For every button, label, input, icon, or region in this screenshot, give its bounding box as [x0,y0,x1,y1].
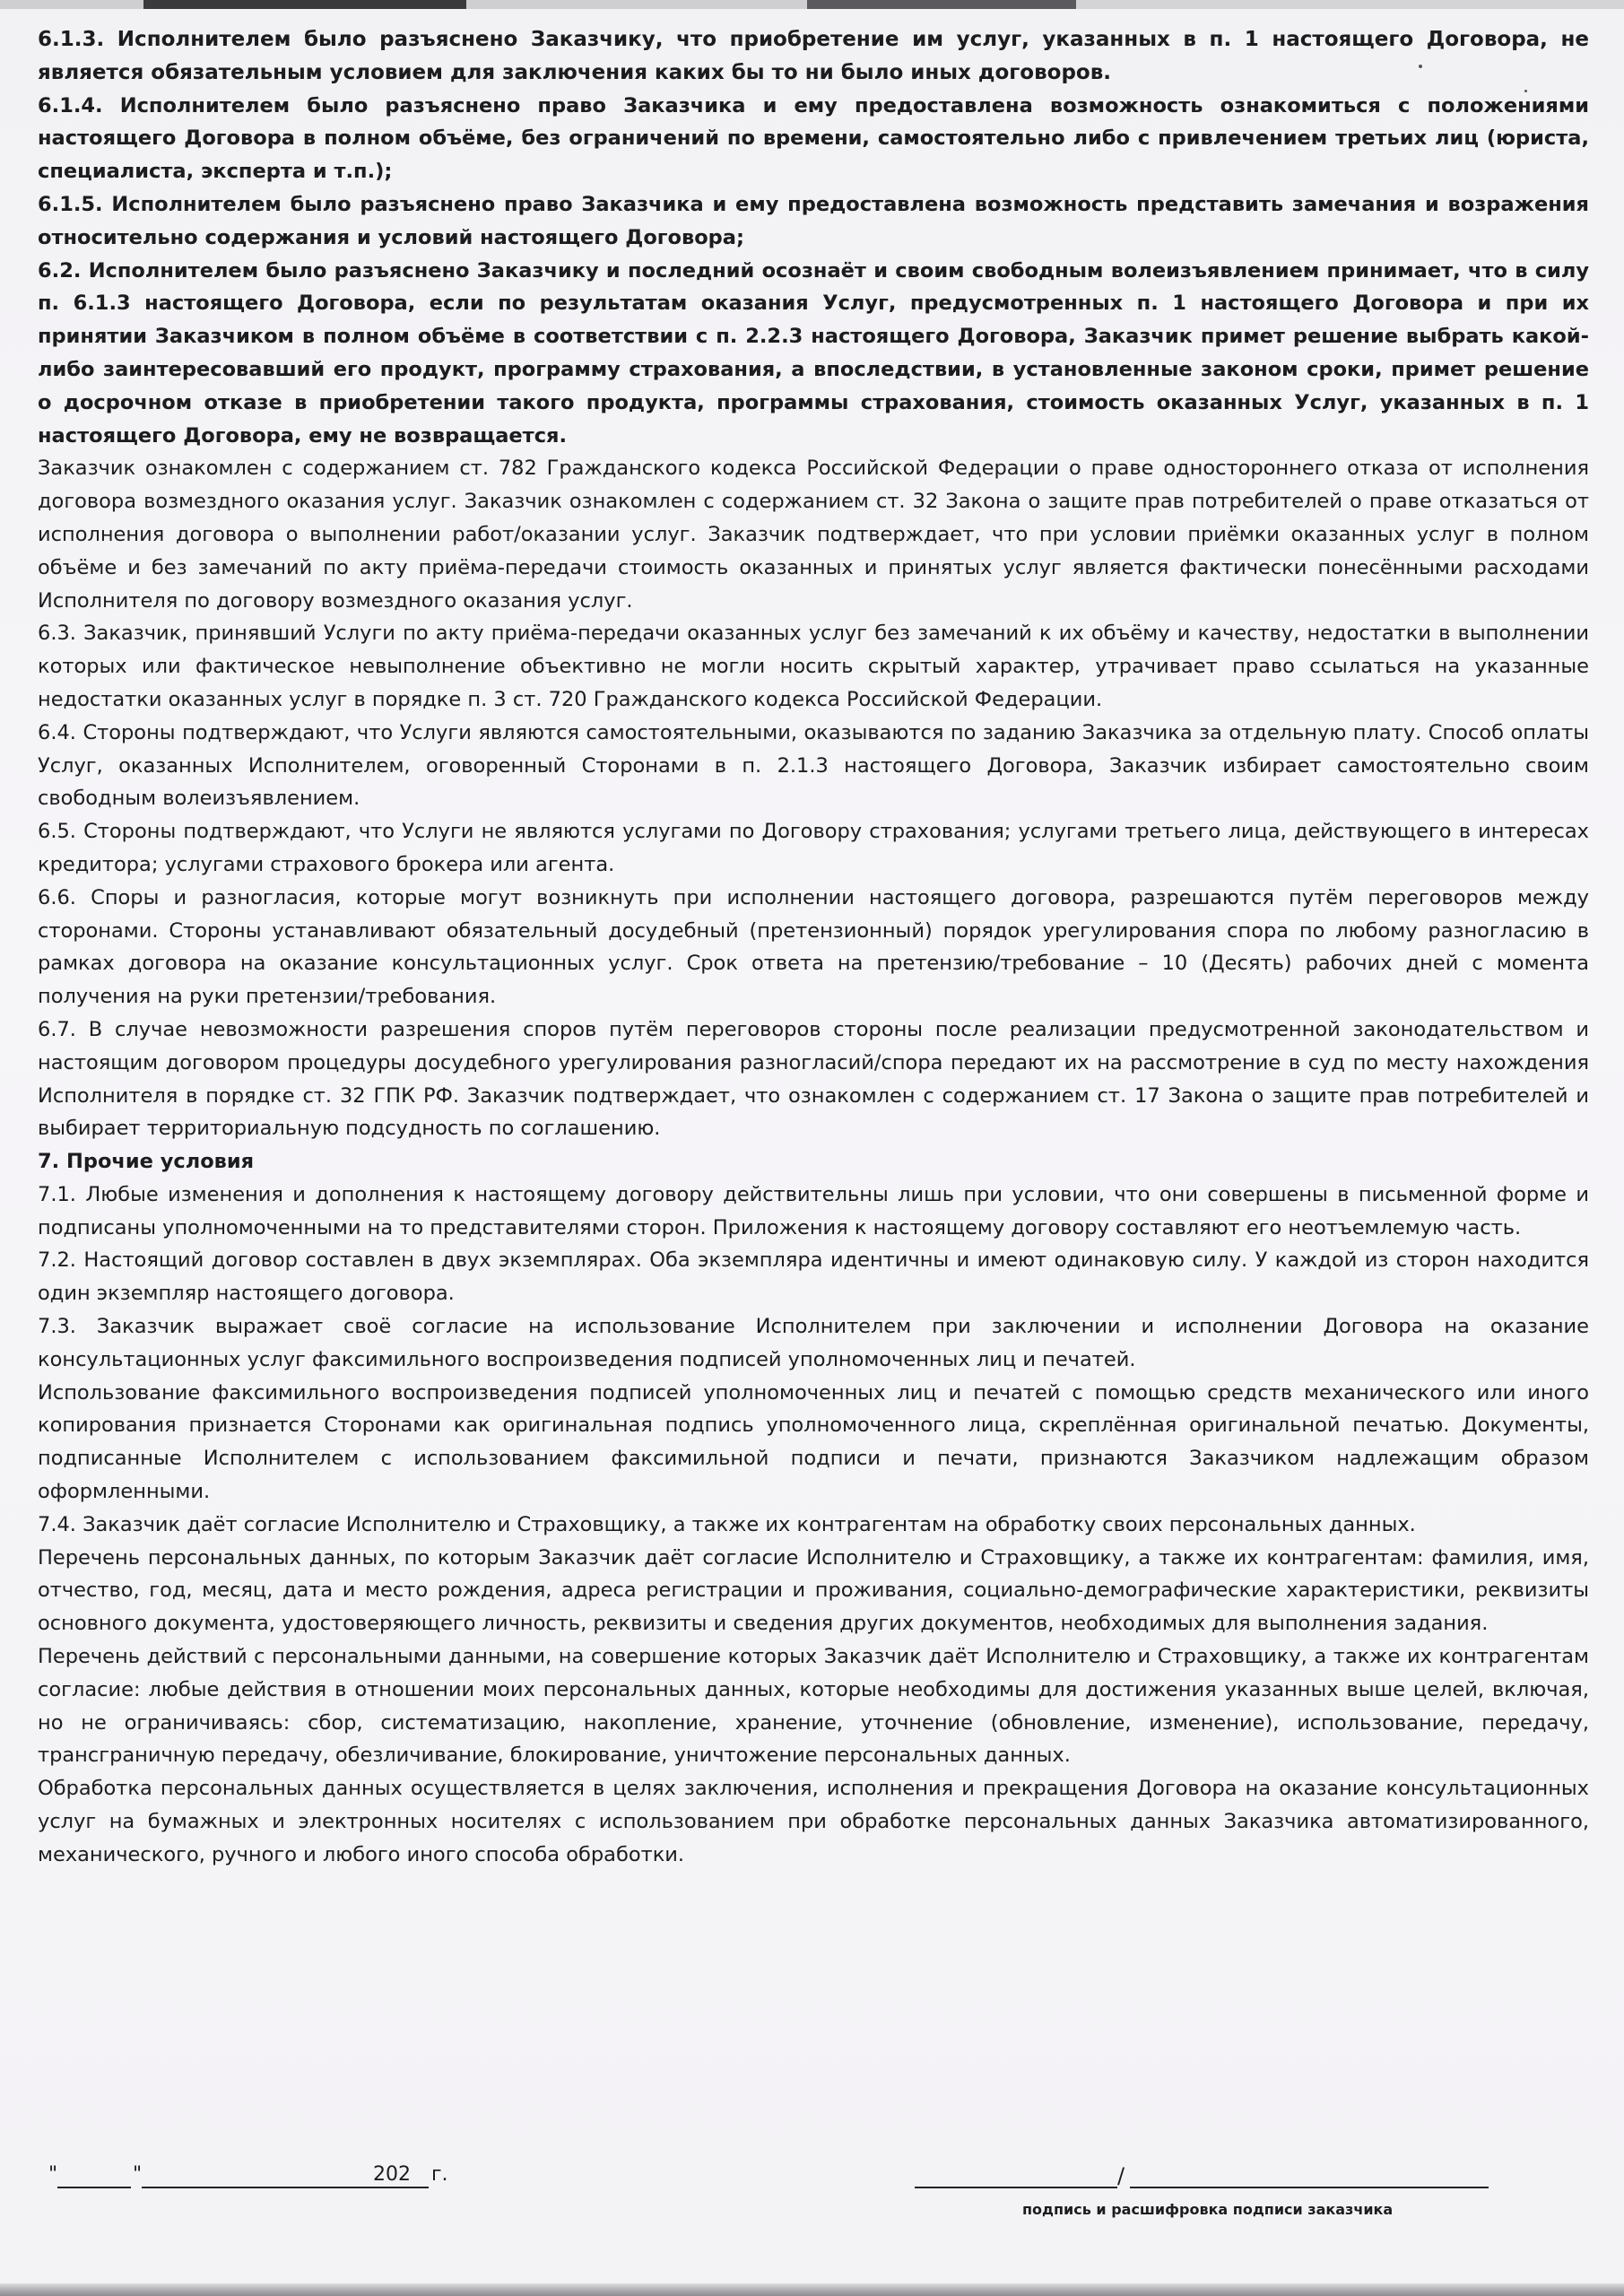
date-line [48,2161,461,2192]
contract-clause: 6.7. В случае невозможности разрешения споров путём переговоров стороны после реализации предусмотренной законодательством и настоящим договором процедуры досудебного урегулирования разногласий/спора передают их на рассмотрение в суд по месту нахождения Исполнителя в порядке ст. 32 ГПК РФ. Заказчик подтверждает, что ознакомлен с содержанием ст. 17 Закона о защите прав потребителей и выбирает территориальную подсудность по соглашению. [38,1017,1589,1141]
signature-blank[interactable] [915,2163,1117,2188]
contract-clause: 7.2. Настоящий договор составлен в двух экземплярах. Оба экземпляра идентичны и имеют одинаковую силу. У каждой из сторон находится один экземпляр настоящего договора. [38,1248,1589,1306]
contract-clause-bold: 6.2. Исполнителем было разъяснено Заказчику и последний осознаёт и своим свободным волеизъявлением принимает, что в силу п. 6.1.3 настоящего Договора, если по результатам оказания Услуг, предусмотренных п. 1 настоящего Договора и при их принятии Заказчиком в полном объёме в соответствии с п. 2.2.3 настоящего Договора, Заказчик примет решение выбрать какой-либо заинтересовавший его продукт, программу страхования, а впоследствии, в установленные законом сроки, примет решение о досрочном отказе в приобретении такого продукта, программы страхования, стоимость оказанных Услуг, указанных в п. 1 настоящего Договора, ему не возвращается. [38,258,1589,448]
signature-slash: / [1117,2163,1125,2188]
date-day-blank[interactable] [57,2161,131,2188]
date-quote-close: " [133,2163,143,2186]
contract-clause: 6.4. Стороны подтверждают, что Услуги являются самостоятельными, оказываются по заданию Заказчика за отдельную плату. Способ оплаты Услуг, оказанных Исполнителем, оговоренный Сторонами в п. 2.1.3 настоящего Договора, Заказчик избирает самостоятельно своим свободным волеизъявлением. [38,720,1589,811]
contract-clause: 7.4. Заказчик даёт согласие Исполнителю и Страховщику, а также их контрагентам на обработку своих персональных данных. [38,1512,1416,1536]
scan-top-edge [0,0,1624,9]
contract-clause-bold: 7. Прочие условия [38,1150,255,1174]
contract-text [38,23,1589,1872]
signature-block [915,2163,1489,2217]
scan-speck [1419,65,1422,68]
date-quote-open: " [48,2163,58,2186]
signature-caption: подпись и расшифровка подписи заказчика [1022,2201,1394,2218]
contract-clause: 6.5. Стороны подтверждают, что Услуги не являются услугами по Договору страхования; услугами третьего лица, действующего в интересах кредитора; услугами страхового брокера или агента. [38,820,1589,876]
contract-clause-bold: 6.1.4. Исполнителем было разъяснено право Заказчика и ему предоставлена возможность ознакомиться с положениями настоящего Договора в полном объёме, без ограничений по времени, самостоятельно либо с привлечением третьих лиц (юриста, специалиста, эксперта и т.п.); [38,93,1589,184]
contract-clause: Обработка персональных данных осуществляется в целях заключения, исполнения и прекращения Договора на оказание консультационных услуг на бумажных и электронных носителях с использованием при обработке персональных данных Заказчика автоматизированного, механического, ручного и любого иного способа обработки. [38,1777,1589,1866]
contract-clause: Заказчик ознакомлен с содержанием ст. 782 Гражданского кодекса Российской Федерации о праве одностороннего отказа от исполнения договора возмездного оказания услуг. Заказчик ознакомлен с содержанием ст. 32 Закона о защите прав потребителей о праве отказаться от исполнения договора о выполнении работ/оказании услуг. Заказчик подтверждает, что при условии приёмки оказанных услуг в полном объёме и без замечаний по акту приёма-передачи стоимость оказанных и принятых услуг является фактически понесёнными расходами Исполнителя по договору возмездного оказания услуг. [38,457,1589,613]
date-year-prefix: 202 [373,2163,411,2186]
scan-bottom-edge [0,2283,1624,2296]
contract-clause-bold: 6.1.3. Исполнителем было разъяснено Заказчику, что приобретение им услуг, указанных в п. 1 настоящего Договора, не является обязательным условием для заключения каких бы то ни было иных договоров. [38,28,1589,84]
date-year-suffix: г. [431,2163,448,2186]
contract-clause: 7.1. Любые изменения и дополнения к настоящему договору действительны лишь при условии, что они совершены в письменной форме и подписаны уполномоченными на то представителями сторон. Приложения к настоящему договору составляют его неотъемлемую часть. [38,1182,1589,1239]
contract-clause: Перечень действий с персональными данными, на совершение которых Заказчик даёт Исполнителю и Страховщику, а также их контрагентам согласие: любые действия в отношении моих персональных данных, которые необходимы для достижения указанных выше целей, включая, но не ограничиваясь: сбор, систематизацию, накопление, хранение, уточнение (обновление, изменение), использование, передачу, трансграничную передачу, обезличивание, блокирование, уничтожение персональных данных. [38,1645,1589,1768]
contract-clause: 7.3. Заказчик выражает своё согласие на использование Исполнителем при заключении и исполнении Договора на оказание консультационных услуг факсимильного воспроизведения подписей уполномоченных лиц и печатей. [38,1315,1589,1371]
scan-speck [1524,90,1527,92]
contract-clause: 6.6. Споры и разногласия, которые могут возникнуть при исполнении настоящего договора, разрешаются путём переговоров между сторонами. Стороны устанавливают обязательный досудебный (претензионный) порядок урегулирования спора по любому разногласию в рамках договора на оказание консультационных услуг. Срок ответа на претензию/требование – 10 (Десять) рабочих дней с момента получения на руки претензии/требования. [38,885,1589,1009]
contract-clause: 6.3. Заказчик, принявший Услуги по акту приёма-передачи оказанных услуг без замечаний к их объёму и качеству, недостатки в выполнении которых или фактическое невыполнение объективно не могли носить скрытый характер, утрачивает право ссылаться на указанные недостатки оказанных услуг в порядке п. 3 ст. 720 Гражданского кодекса Российской Федерации. [38,622,1589,711]
signature-name-blank[interactable] [1130,2163,1489,2188]
contract-clause-bold: 6.1.5. Исполнителем было разъяснено право Заказчика и ему предоставлена возможность представить замечания и возражения относительно содержания и условий настоящего Договора; [38,192,1589,249]
contract-clause: Использование факсимильного воспроизведения подписей уполномоченных лиц и печатей с помощью средств механического или иного копирования признается Сторонами как оригинальная подпись уполномоченного лица, скреплённая оригинальной печатью. Документы, подписанные Исполнителем с использованием факсимильной подписи и печати, признаются Заказчиком надлежащим образом оформленными. [38,1380,1589,1504]
date-year-blank[interactable] [409,2161,429,2188]
contract-clause: Перечень персональных данных, по которым Заказчик даёт согласие Исполнителю и Страховщику, а также их контрагентам: фамилия, имя, отчество, год, месяц, дата и место рождения, адреса регистрации и проживания, социально-демографические характеристики, реквизиты основного документа, удостоверяющего личность, реквизиты и сведения других документов, необходимых для выполнения задания. [38,1545,1589,1636]
